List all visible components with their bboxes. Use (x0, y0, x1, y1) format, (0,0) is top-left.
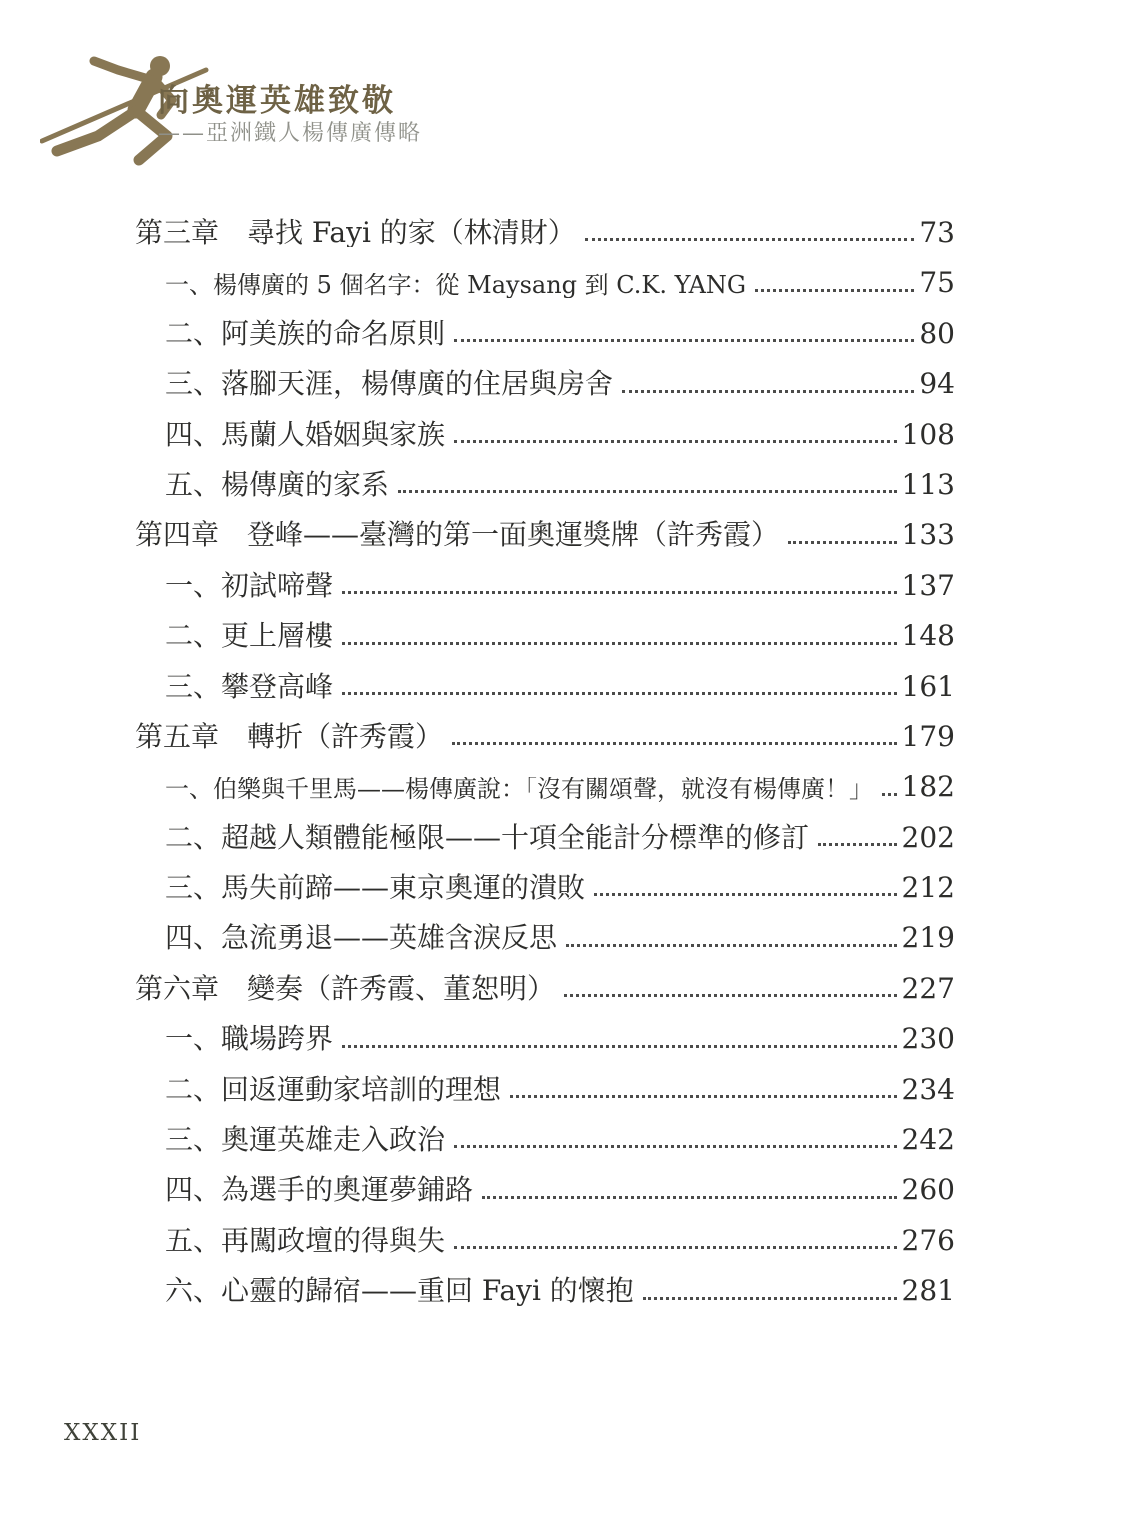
toc-entry (135, 1223, 955, 1257)
toc-entry-label: 三、攀登高峰 (165, 671, 334, 701)
toc-dot-leader (342, 692, 897, 695)
toc-entry-page: 179 (901, 719, 955, 753)
toc-entry-label: 三、落腳天涯，楊傳廣的住居與房舍 (165, 369, 614, 399)
toc-entry-label: 六、心靈的歸宿——重回 Fayi 的懷抱 (165, 1276, 634, 1306)
toc-entry (135, 1022, 955, 1056)
toc-entry (135, 367, 955, 401)
toc-entry-page: 113 (901, 467, 955, 501)
toc-entry-label: 二、阿美族的命名原則 (165, 318, 446, 349)
toc-entry-page: 202 (901, 820, 955, 854)
toc-dot-leader (452, 742, 897, 745)
toc-entry-label: 二、回返運動家培訓的理想 (165, 1074, 502, 1105)
toc-dot-leader (585, 238, 915, 241)
toc-entry-label: 三、馬失前蹄——東京奧運的潰敗 (165, 873, 586, 903)
toc-entry (135, 1123, 955, 1157)
toc-entry (135, 467, 955, 501)
toc-dot-leader (594, 893, 897, 896)
toc-entry-page: 137 (901, 568, 955, 602)
toc-entry-label: 一、伯樂與千里馬——楊傳廣說：「沒有關頌聲，就沒有楊傳廣！」 (165, 776, 873, 802)
toc-entry-page: 80 (919, 316, 955, 350)
toc-entry-page: 75 (919, 266, 955, 300)
toc-entry-label: 第三章 尋找 Fayi 的家（林清財） (135, 218, 576, 248)
toc-entry-label: 二、超越人類體能極限——十項全能計分標準的修訂 (165, 822, 810, 853)
toc-dot-leader (398, 490, 897, 493)
toc-entry (135, 568, 955, 602)
toc-entry-label: 第五章 轉折（許秀霞） (135, 721, 444, 752)
toc-entry-page: 133 (901, 518, 955, 552)
toc-entry-page: 94 (919, 367, 955, 401)
toc-entry-label: 五、楊傳廣的家系 (165, 469, 390, 500)
toc-dot-leader (755, 289, 914, 292)
toc-dot-leader (622, 390, 914, 393)
toc-entry-page: 148 (901, 619, 955, 653)
toc-dot-leader (342, 591, 897, 594)
toc-entry (135, 1274, 955, 1308)
toc-dot-leader (510, 1095, 897, 1098)
toc-entry (135, 266, 955, 300)
toc-entry-page: 230 (901, 1022, 955, 1056)
toc-entry-label: 四、急流勇退——英雄含淚反思 (165, 923, 558, 953)
toc-entry-label: 四、馬蘭人婚姻與家族 (165, 419, 446, 449)
toc-entry-label: 一、職場跨界 (165, 1024, 334, 1054)
toc-entry-page: 227 (901, 971, 955, 1005)
toc-dot-leader (342, 1045, 897, 1048)
toc-entry (135, 770, 955, 804)
toc-entry-label: 一、楊傳廣的 5 個名字：從 Maysang 到 C.K. YANG (165, 272, 747, 298)
toc-entry (135, 820, 955, 854)
toc-dot-leader (818, 843, 897, 846)
toc-dot-leader (454, 1145, 897, 1148)
book-logo (40, 46, 460, 176)
toc-dot-leader (454, 440, 897, 443)
toc-entry-label: 四、為選手的奧運夢鋪路 (165, 1175, 474, 1205)
toc-dot-leader (788, 541, 897, 544)
toc-dot-leader (566, 944, 897, 947)
toc-entry (135, 921, 955, 955)
logo-subtitle: ——亞洲鐵人楊傳廣傳略 (158, 121, 423, 147)
toc-entry (135, 619, 955, 653)
toc-dot-leader (342, 642, 897, 645)
toc-dot-leader (643, 1297, 897, 1300)
toc-dot-leader (882, 793, 897, 796)
toc-entry (135, 316, 955, 350)
toc-entry-page: 182 (901, 770, 955, 804)
toc-entry-page: 260 (901, 1173, 955, 1207)
toc-entry-label: 二、更上層樓 (165, 621, 334, 651)
toc-entry-label: 第四章 登峰——臺灣的第一面奧運獎牌（許秀霞） (135, 520, 780, 550)
toc-entry (135, 871, 955, 905)
toc-entry-page: 281 (901, 1274, 955, 1308)
toc-entry-page: 242 (901, 1123, 955, 1157)
toc-dot-leader (482, 1196, 897, 1199)
page-number-folio: XXXII (64, 1420, 142, 1446)
toc-entry-page: 212 (901, 871, 955, 905)
toc-entry (135, 719, 955, 753)
toc-entry-label: 一、初試啼聲 (165, 570, 334, 601)
toc-dot-leader (454, 1246, 897, 1249)
toc-entry-page: 234 (901, 1072, 955, 1106)
toc-entry-page: 161 (901, 669, 955, 703)
toc-entry (135, 518, 955, 552)
logo-title: 向奧運英雄致敬 (158, 83, 396, 119)
toc (135, 218, 955, 1327)
logo-text-block (158, 84, 422, 146)
toc-entry (135, 417, 955, 451)
toc-entry (135, 971, 955, 1005)
toc-entry (135, 669, 955, 703)
toc-dot-leader (454, 339, 914, 342)
toc-entry-page: 108 (901, 417, 955, 451)
toc-dot-leader (564, 994, 897, 997)
toc-entry-page: 276 (901, 1223, 955, 1257)
toc-entry-page: 219 (901, 921, 955, 955)
toc-entry (135, 218, 955, 247)
toc-entry-label: 第六章 變奏（許秀霞、董恕明） (135, 973, 556, 1004)
toc-entry-label: 五、再闖政壇的得與失 (165, 1225, 446, 1256)
toc-entry (135, 1072, 955, 1106)
toc-entry-page: 73 (919, 216, 955, 249)
toc-entry-label: 三、奧運英雄走入政治 (165, 1125, 446, 1155)
toc-entry (135, 1173, 955, 1207)
